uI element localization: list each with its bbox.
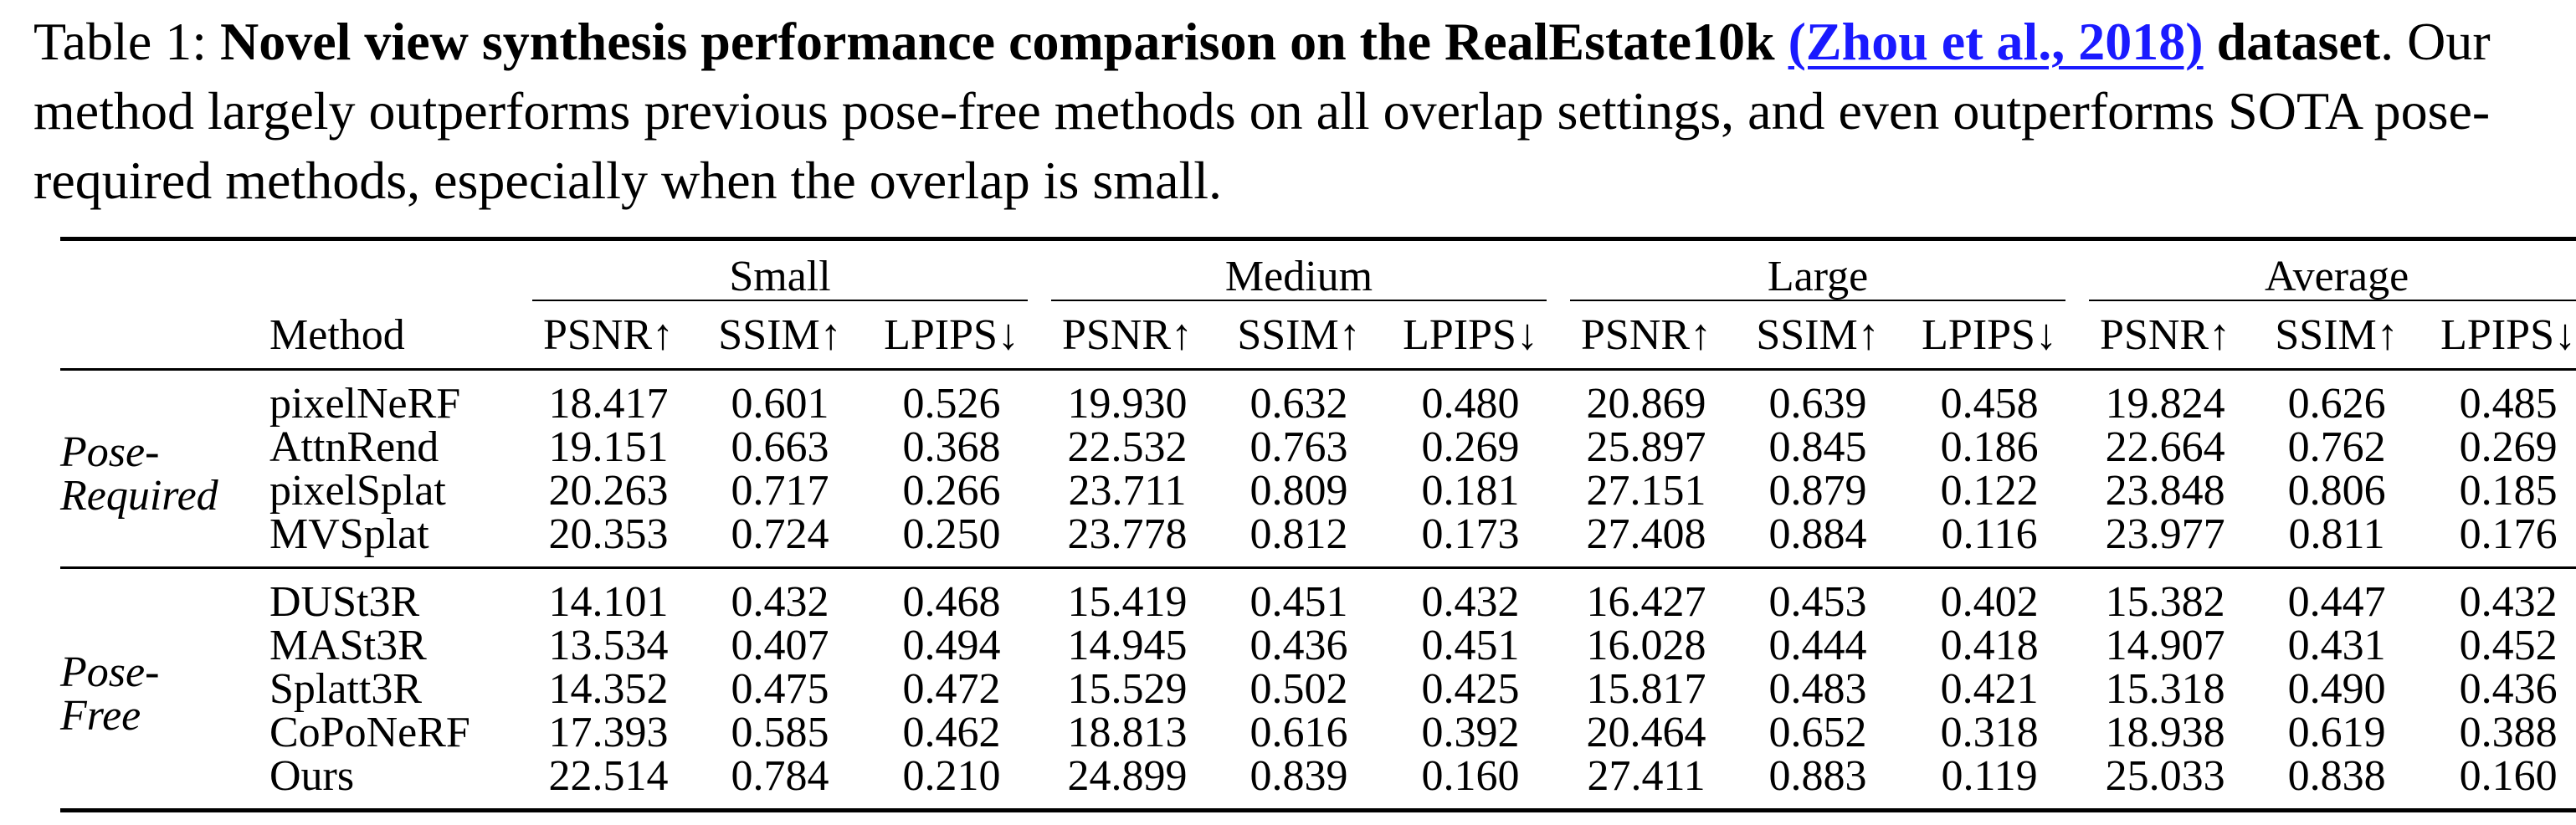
value-cell: 0.266 [902, 467, 1001, 515]
table-row [60, 711, 2576, 755]
value-cell: 23.711 [1068, 467, 1187, 515]
metric-header: LPIPS↓ [1922, 310, 2057, 359]
citation-link[interactable]: (Zhou et al., 2018) [1788, 12, 2204, 71]
category-label [60, 370, 269, 568]
method-name: AttnRend [269, 423, 439, 471]
category-line: Free [60, 692, 141, 740]
value-cell: 0.839 [1250, 752, 1348, 800]
value-cell: 22.532 [1067, 423, 1188, 471]
value-cell: 0.436 [1250, 622, 1348, 669]
value-cell: 0.402 [1940, 578, 2039, 626]
table-row [60, 426, 2576, 469]
value-cell: 0.526 [902, 380, 1001, 428]
value-cell: 0.784 [731, 752, 829, 800]
value-cell: 0.632 [1250, 380, 1348, 428]
value-cell: 25.897 [1586, 423, 1706, 471]
group-header-medium: Medium [1039, 239, 1558, 302]
value-cell: 0.432 [1421, 578, 1520, 626]
metric-header: SSIM↑ [1237, 310, 1361, 359]
value-cell: 0.462 [902, 709, 1001, 756]
metric-header: SSIM↑ [718, 310, 842, 359]
value-cell: 15.382 [2105, 578, 2225, 626]
caption-label: Table 1: [33, 12, 207, 71]
value-cell: 0.494 [902, 622, 1001, 669]
value-cell: 0.639 [1768, 380, 1867, 428]
value-cell: 0.181 [1421, 467, 1520, 515]
table-caption [33, 7, 2561, 215]
value-cell: 19.824 [2105, 380, 2225, 428]
value-cell: 14.101 [548, 578, 669, 626]
value-cell: 18.417 [548, 380, 669, 428]
value-cell: 0.186 [1940, 423, 2039, 471]
value-cell: 0.485 [2459, 380, 2558, 428]
value-cell: 16.028 [1586, 622, 1706, 669]
value-cell: 0.160 [2459, 752, 2558, 800]
results-table [60, 237, 2576, 812]
metric-header: PSNR↑ [1581, 310, 1712, 359]
value-cell: 27.408 [1586, 510, 1706, 558]
value-cell: 0.724 [731, 510, 829, 558]
value-cell: 0.717 [731, 467, 829, 515]
value-cell: 0.425 [1421, 665, 1520, 713]
value-cell: 0.480 [1421, 380, 1520, 428]
value-cell: 27.411 [1587, 752, 1706, 800]
value-cell: 18.938 [2105, 709, 2225, 756]
value-cell: 14.907 [2105, 622, 2225, 669]
table-row [60, 668, 2576, 711]
method-name: CoPoNeRF [269, 709, 470, 756]
value-cell: 0.879 [1768, 467, 1867, 515]
value-cell: 0.468 [902, 578, 1001, 626]
value-cell: 19.930 [1067, 380, 1188, 428]
metric-header: LPIPS↓ [884, 310, 1019, 359]
caption-title: Novel view synthesis performance comparison on the RealEstate10k [220, 12, 1775, 71]
value-cell: 23.977 [2105, 510, 2225, 558]
value-cell: 23.848 [2105, 467, 2225, 515]
value-cell: 0.388 [2459, 709, 2558, 756]
group-header-large: Large [1558, 239, 2077, 302]
value-cell: 0.838 [2287, 752, 2386, 800]
value-cell: 0.160 [1421, 752, 1520, 800]
value-cell: 19.151 [548, 423, 669, 471]
value-cell: 0.883 [1768, 752, 1867, 800]
value-cell: 0.421 [1940, 665, 2039, 713]
caption-body: . Our method largely outperforms previous pose-free methods on all overlap settings, and even outperforms SOTA pose-required methods, especially when the overlap is small. [33, 12, 2491, 210]
value-cell: 0.472 [902, 665, 1001, 713]
group-header-small: Small [521, 239, 1039, 302]
metric-header: PSNR↑ [2100, 310, 2231, 359]
category-label [60, 568, 269, 811]
value-cell: 20.353 [548, 510, 669, 558]
value-cell: 0.652 [1768, 709, 1867, 756]
value-cell: 23.778 [1067, 510, 1188, 558]
value-cell: 22.664 [2105, 423, 2225, 471]
value-cell: 0.210 [902, 752, 1001, 800]
value-cell: 0.601 [731, 380, 829, 428]
metric-header: LPIPS↓ [2440, 310, 2576, 359]
value-cell: 20.263 [548, 467, 669, 515]
category-line: Pose- [60, 428, 160, 476]
value-cell: 0.447 [2287, 578, 2386, 626]
value-cell: 16.427 [1586, 578, 1706, 626]
value-cell: 0.116 [1941, 510, 2038, 558]
value-cell: 20.464 [1586, 709, 1706, 756]
value-cell: 0.809 [1250, 467, 1348, 515]
value-cell: 0.762 [2287, 423, 2386, 471]
metric-header: LPIPS↓ [1403, 310, 1538, 359]
value-cell: 24.899 [1067, 752, 1188, 800]
value-cell: 0.436 [2459, 665, 2558, 713]
value-cell: 0.318 [1940, 709, 2039, 756]
value-cell: 0.452 [2459, 622, 2558, 669]
table-row [60, 370, 2576, 427]
value-cell: 0.626 [2287, 380, 2386, 428]
value-cell: 0.475 [731, 665, 829, 713]
value-cell: 13.534 [548, 622, 669, 669]
table-row [60, 624, 2576, 668]
value-cell: 0.432 [2459, 578, 2558, 626]
value-cell: 0.458 [1940, 380, 2039, 428]
metric-header: SSIM↑ [1756, 310, 1880, 359]
table-row [60, 513, 2576, 568]
value-cell: 0.185 [2459, 467, 2558, 515]
value-cell: 0.585 [731, 709, 829, 756]
value-cell: 18.813 [1067, 709, 1188, 756]
value-cell: 25.033 [2105, 752, 2225, 800]
method-name: pixelSplat [269, 467, 446, 515]
value-cell: 0.250 [902, 510, 1001, 558]
value-cell: 14.945 [1067, 622, 1188, 669]
value-cell: 15.817 [1586, 665, 1706, 713]
value-cell: 0.619 [2287, 709, 2386, 756]
method-name: DUSt3R [269, 578, 420, 626]
group-header-row [60, 239, 2576, 302]
value-cell: 22.514 [548, 752, 669, 800]
value-cell: 20.869 [1586, 380, 1706, 428]
value-cell: 0.663 [731, 423, 829, 471]
caption-title-end: dataset [2216, 12, 2381, 71]
value-cell: 0.453 [1768, 578, 1867, 626]
value-cell: 0.173 [1421, 510, 1520, 558]
value-cell: 14.352 [548, 665, 669, 713]
method-name: Ours [269, 752, 355, 800]
value-cell: 15.419 [1067, 578, 1188, 626]
value-cell: 0.176 [2459, 510, 2558, 558]
value-cell: 0.763 [1250, 423, 1348, 471]
value-cell: 0.502 [1250, 665, 1348, 713]
value-cell: 0.119 [1941, 752, 2038, 800]
metric-header: SSIM↑ [2275, 310, 2399, 359]
value-cell: 0.269 [2459, 423, 2558, 471]
value-cell: 0.418 [1940, 622, 2039, 669]
value-cell: 0.451 [1250, 578, 1348, 626]
value-cell: 0.432 [731, 578, 829, 626]
value-cell: 27.151 [1586, 467, 1706, 515]
value-cell: 0.451 [1421, 622, 1520, 669]
value-cell: 0.845 [1768, 423, 1867, 471]
table-row [60, 755, 2576, 811]
value-cell: 0.812 [1250, 510, 1348, 558]
value-cell: 0.616 [1250, 709, 1348, 756]
metric-header: PSNR↑ [542, 310, 675, 359]
value-cell: 0.122 [1940, 467, 2039, 515]
table-row [60, 469, 2576, 513]
value-cell: 17.393 [548, 709, 669, 756]
group-header-average: Average [2077, 239, 2576, 302]
category-line: Pose- [60, 648, 160, 696]
value-cell: 0.490 [2287, 665, 2386, 713]
value-cell: 0.483 [1768, 665, 1867, 713]
value-cell: 0.269 [1421, 423, 1520, 471]
category-line: Required [60, 472, 218, 520]
metric-header-row [60, 301, 2576, 370]
value-cell: 0.407 [731, 622, 829, 669]
table-body [60, 370, 2576, 811]
method-name: pixelNeRF [269, 380, 461, 428]
value-cell: 0.392 [1421, 709, 1520, 756]
value-cell: 15.529 [1067, 665, 1188, 713]
value-cell: 0.431 [2287, 622, 2386, 669]
value-cell: 0.806 [2287, 467, 2386, 515]
method-name: MVSplat [269, 510, 429, 558]
value-cell: 15.318 [2105, 665, 2225, 713]
value-cell: 0.368 [902, 423, 1001, 471]
metric-header: PSNR↑ [1061, 310, 1193, 359]
value-cell: 0.811 [2288, 510, 2385, 558]
method-name: MASt3R [269, 622, 427, 669]
table-row [60, 568, 2576, 625]
method-header: Method [269, 310, 405, 359]
value-cell: 0.444 [1768, 622, 1867, 669]
method-name: Splatt3R [269, 665, 423, 713]
value-cell: 0.884 [1768, 510, 1867, 558]
